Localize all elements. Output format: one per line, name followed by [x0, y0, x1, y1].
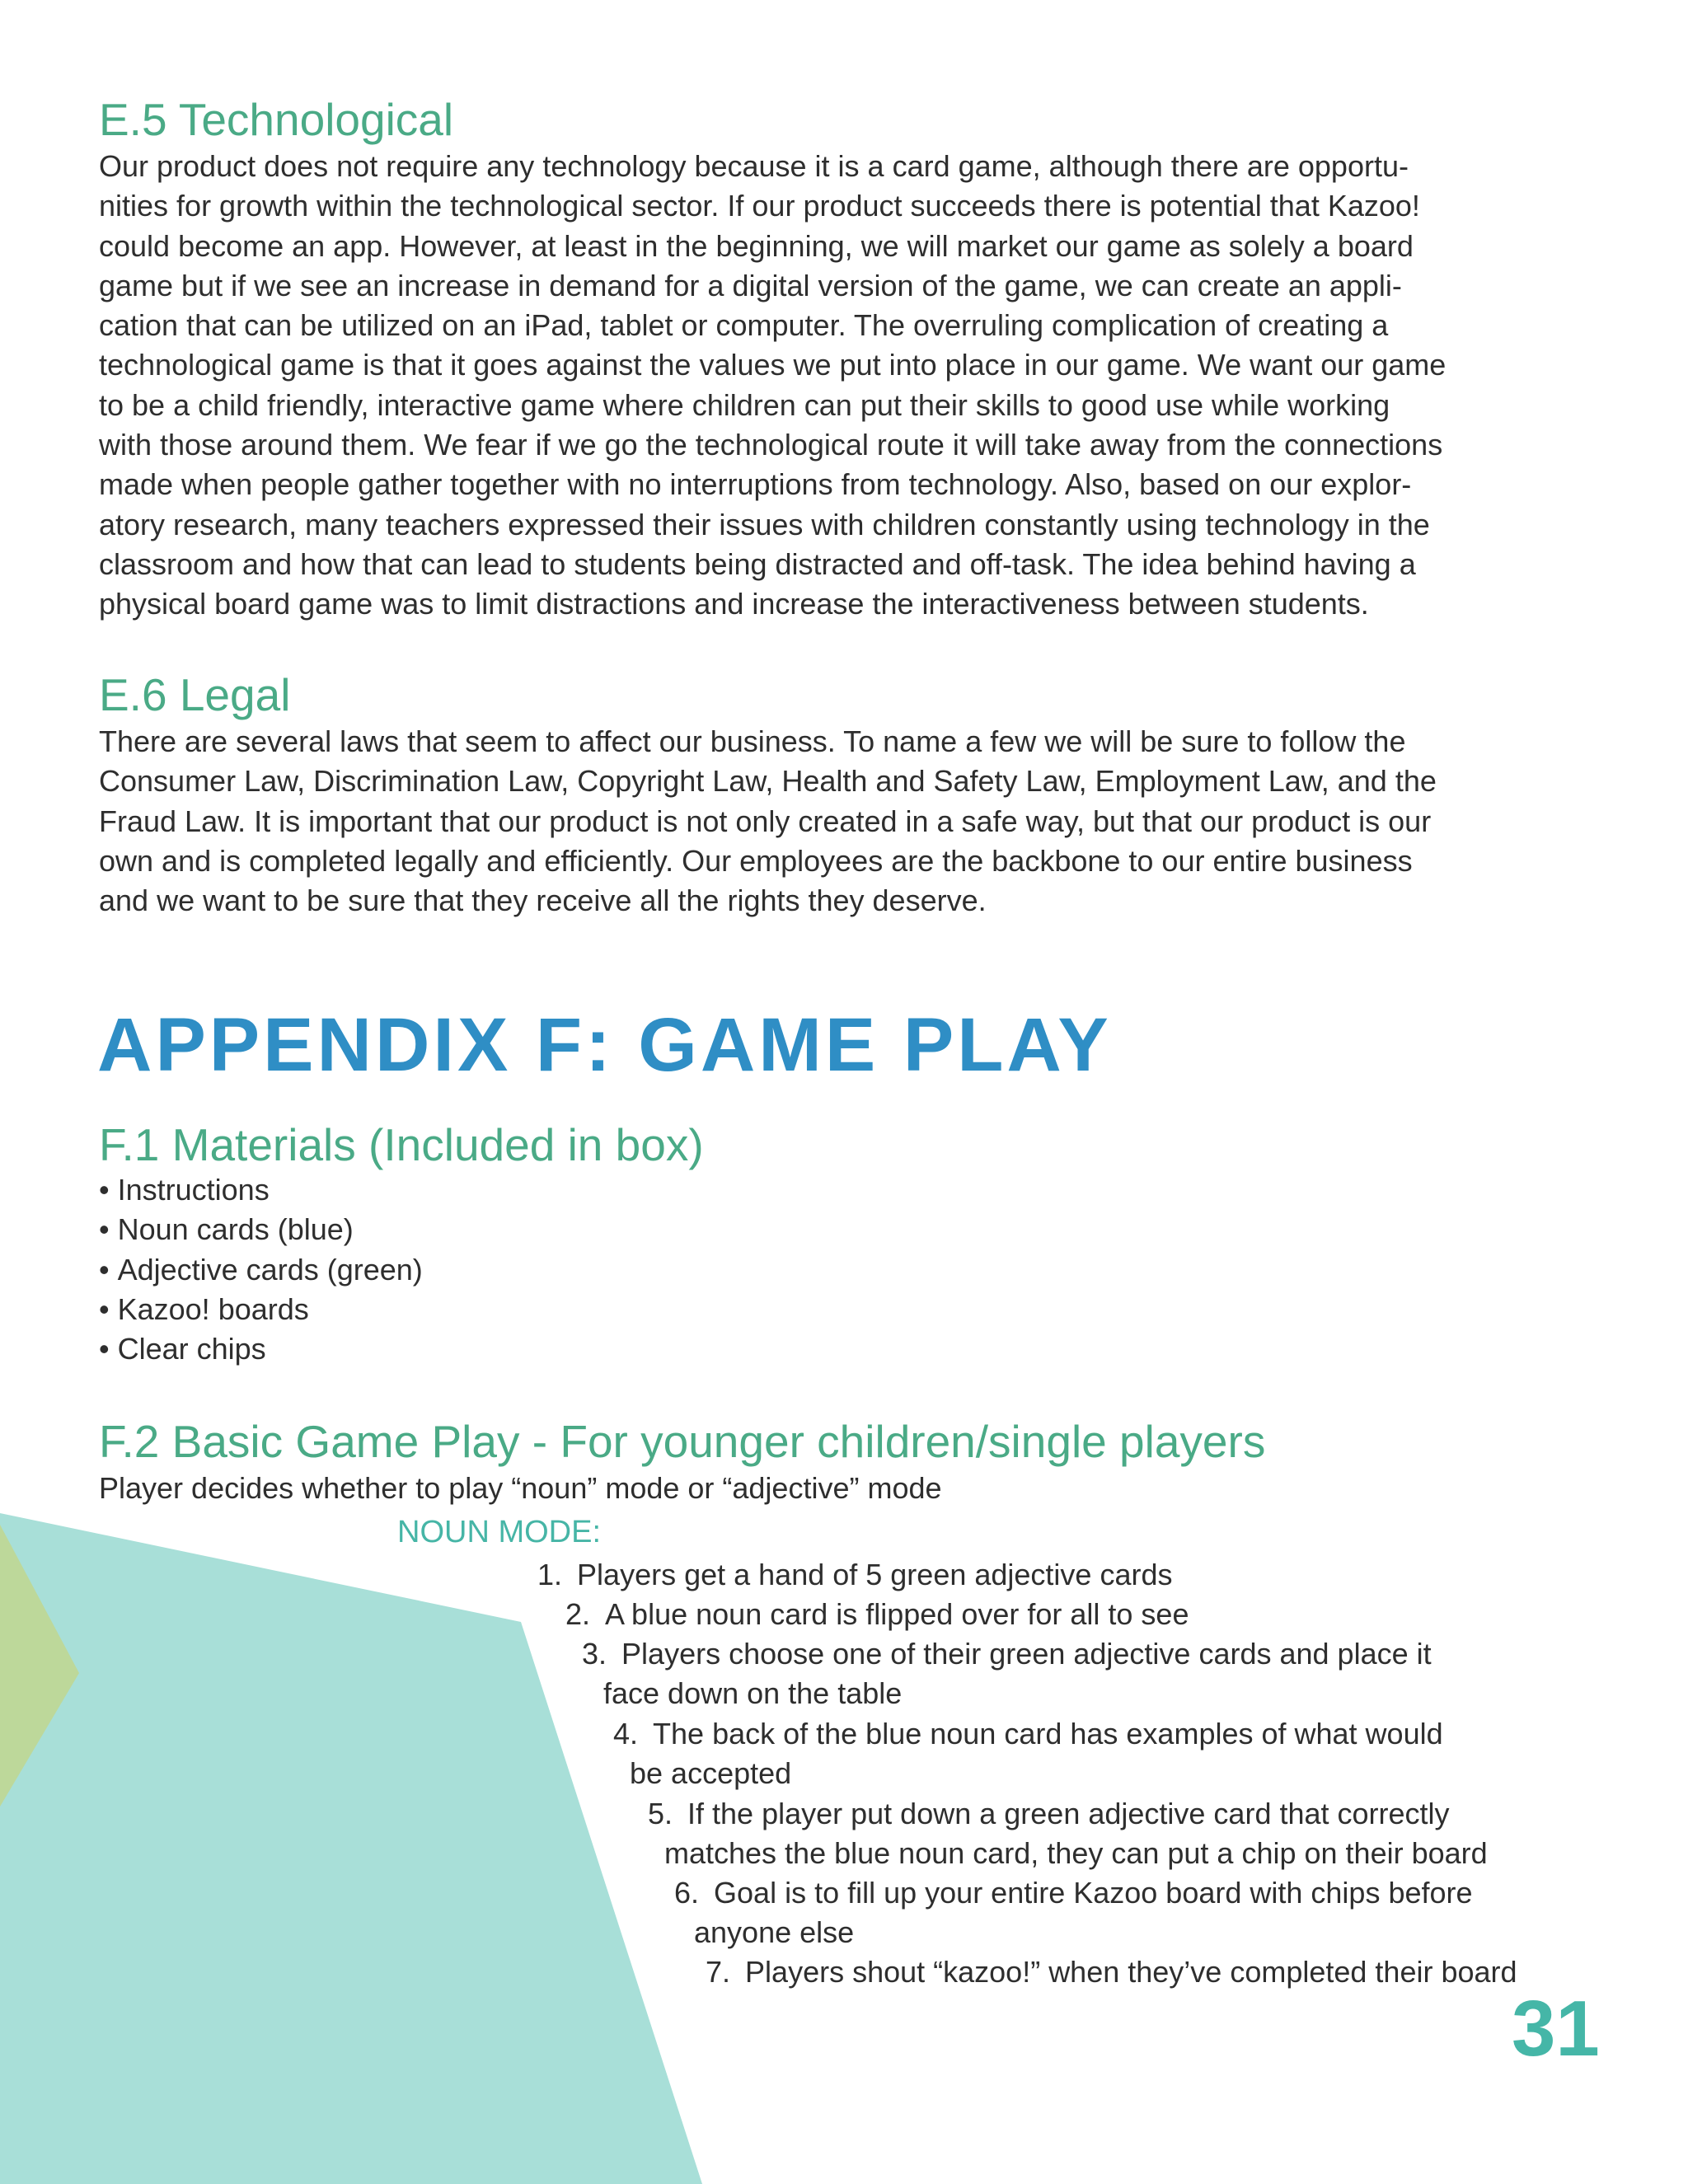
section-heading-basic-game-play: F.2 Basic Game Play - For younger children/single players — [99, 1416, 1266, 1467]
list-item: • Clear chips — [99, 1329, 423, 1369]
step-item — [613, 1714, 1443, 1794]
technological-paragraph — [99, 147, 1446, 625]
text-line: Consumer Law, Discrimination Law, Copyright Law, Health and Safety Law, Employment Law, and the — [99, 764, 1437, 799]
text-line: could become an app. However, at least in the beginning, we will market our game as solely a board — [99, 228, 1414, 263]
step-text-continued: be accepted — [630, 1756, 792, 1791]
list-item: • Instructions — [99, 1170, 423, 1210]
step-text-continued: matches the blue noun card, they can put a chip on their board — [664, 1836, 1488, 1871]
text-line: made when people gather together with no interruptions from technology. Also, based on our explor- — [99, 467, 1412, 502]
section-heading-legal: E.6 Legal — [99, 669, 291, 720]
text-line: There are several laws that seem to affect our business. To name a few we will be sure to follow the — [99, 724, 1406, 758]
step-item — [565, 1595, 1189, 1634]
step-text: A blue noun card is flipped over for all to see — [605, 1597, 1189, 1631]
step-text: Players choose one of their green adjective cards and place it — [621, 1637, 1432, 1671]
text-line: Fraud Law. It is important that our product is not only created in a safe way, but that our product is our — [99, 804, 1432, 838]
text-line: own and is completed legally and efficiently. Our employees are the backbone to our entire business — [99, 843, 1413, 878]
step-number: 6. — [674, 1876, 700, 1910]
section-heading-technological: E.5 Technological — [99, 94, 454, 145]
step-number: 7. — [706, 1955, 731, 1989]
text-line: physical board game was to limit distractions and increase the interactiveness between students. — [99, 587, 1369, 621]
page-number: 31 — [1512, 1985, 1600, 2073]
step-number: 4. — [613, 1717, 639, 1750]
list-item: • Adjective cards (green) — [99, 1250, 423, 1290]
step-item — [706, 1952, 1517, 1992]
step-number: 5. — [648, 1797, 673, 1830]
step-text: The back of the blue noun card has examples of what would — [653, 1717, 1443, 1750]
step-text: If the player put down a green adjective card that correctly — [687, 1797, 1450, 1830]
step-item — [674, 1873, 1473, 1953]
step-text-continued: anyone else — [694, 1915, 855, 1950]
text-line: with those around them. We fear if we go the technological route it will take away from the connections — [99, 428, 1443, 462]
step-item — [648, 1794, 1488, 1874]
text-line: and we want to be sure that they receive all the rights they deserve. — [99, 883, 987, 918]
step-text: Players get a hand of 5 green adjective cards — [577, 1558, 1173, 1591]
list-item: • Kazoo! boards — [99, 1290, 423, 1329]
materials-list — [99, 1170, 423, 1369]
list-item: • Noun cards (blue) — [99, 1210, 423, 1249]
step-text: Goal is to fill up your entire Kazoo board with chips before — [714, 1876, 1473, 1910]
text-line: atory research, many teachers expressed their issues with children constantly using technology in the — [99, 507, 1430, 541]
step-item — [582, 1634, 1432, 1714]
step-number: 3. — [582, 1637, 607, 1671]
text-line: Our product does not require any technology because it is a card game, although there are opportu- — [99, 149, 1409, 183]
step-item — [537, 1555, 1172, 1595]
text-line: game but if we see an increase in demand for a digital version of the game, we can create an appli- — [99, 268, 1402, 302]
text-line: nities for growth within the technological sector. If our product succeeds there is potential that Kazoo! — [99, 189, 1420, 223]
step-text: Players shout “kazoo!” when they’ve completed their board — [745, 1955, 1517, 1989]
noun-mode-label: NOUN MODE: — [397, 1515, 601, 1549]
step-number: 2. — [565, 1597, 591, 1631]
step-number: 1. — [537, 1558, 563, 1591]
section-heading-materials: F.1 Materials (Included in box) — [99, 1119, 704, 1170]
text-line: classroom and how that can lead to students being distracted and off-task. The idea behind having a — [99, 546, 1416, 581]
basic-game-play-intro: Player decides whether to play “noun” mode or “adjective” mode — [99, 1471, 942, 1505]
text-line: technological game is that it goes against the values we put into place in our game. We want our game — [99, 348, 1447, 382]
text-line: cation that can be utilized on an iPad, tablet or computer. The overruling complication of creating a — [99, 308, 1389, 343]
text-line: to be a child friendly, interactive game where children can put their skills to good use while working — [99, 387, 1390, 422]
step-text-continued: face down on the table — [603, 1676, 903, 1711]
appendix-title: APPENDIX F: GAME PLAY — [97, 1003, 1112, 1087]
legal-paragraph — [99, 722, 1437, 921]
